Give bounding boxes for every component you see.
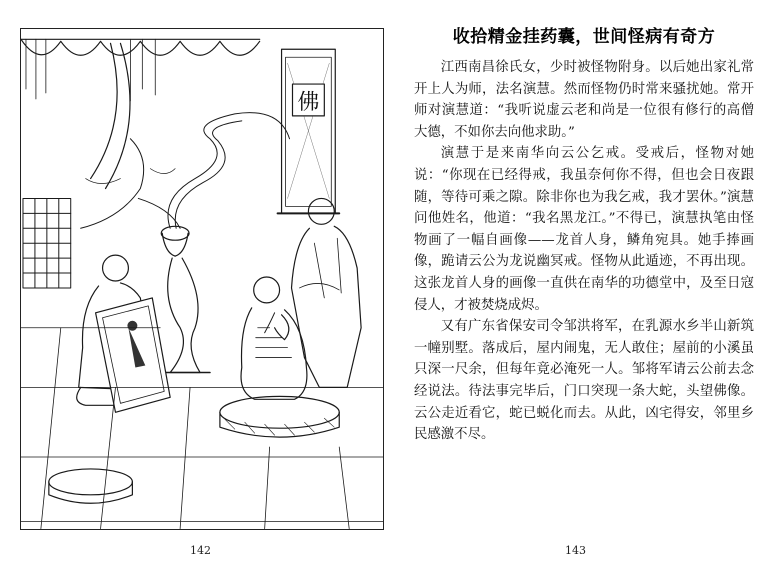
curtain-valance [21, 39, 260, 188]
paragraph-3: 又有广东省保安司令邹洪将军，在乳源水乡半山新筑一幢别墅。落成后，屋内闹鬼，无人敢住；屋前的小溪虽只深一尺余，但每年竟必淹死一人。邹将军请云公前去念经说法。待法事完毕后，门口突现一条大蛇，头望佛像。云公走近看它，蛇已蜕化而去。从此，凶宅得安，邻里乡民感激不尽。 [414, 319, 754, 443]
standing-monk [292, 198, 362, 387]
text-page [414, 22, 754, 446]
incense-smoke [168, 113, 290, 229]
paragraph-1: 江西南昌徐氏女，少时被怪物附身。以后她出家礼常开上人为师，法名演慧。然而怪物仍时常来骚扰她。常开师对演慧道：“我听说虚云老和尚是一位很有修行的高僧大德，不如你去向他求助。” [414, 60, 754, 140]
dragon-portrait [96, 298, 171, 412]
paragraph-2: 演慧于是来南华向云公乞戒。受戒后，怪物对她说：“你现在已经得戒，我虽奈何你不得，但也会日夜跟随，等待可乘之隙。除非你也为我乞戒，我才罢休。”演慧问他姓名，他道：“我名黑龙江。”不得已，演慧执笔由怪物画了一幅自画像——龙首人身，鳞角宛具。她手捧画像，跪请云公为龙说幽冥戒。怪物从此遁迹，不再出现。这张龙首人身的画像一直供在南华的功德堂中，及至日寇侵人，才被焚烧成烬。 [414, 146, 754, 313]
round-stool [49, 469, 133, 503]
lattice-window [23, 198, 71, 288]
chapter-title: 收拾精金挂药囊，世间怪病有奇方 [452, 27, 716, 47]
page-number-left: 142 [190, 544, 211, 557]
scroll-character: 佛 [297, 89, 320, 115]
temple-scene-illustration [21, 29, 383, 529]
page-number-right: 143 [565, 544, 586, 557]
kneeling-monk [241, 277, 307, 399]
meditation-cushion [220, 396, 339, 437]
tree-branches [81, 139, 180, 229]
incense-stand [161, 226, 210, 372]
floor-tiles [21, 328, 383, 529]
illustration-panel [20, 28, 384, 530]
